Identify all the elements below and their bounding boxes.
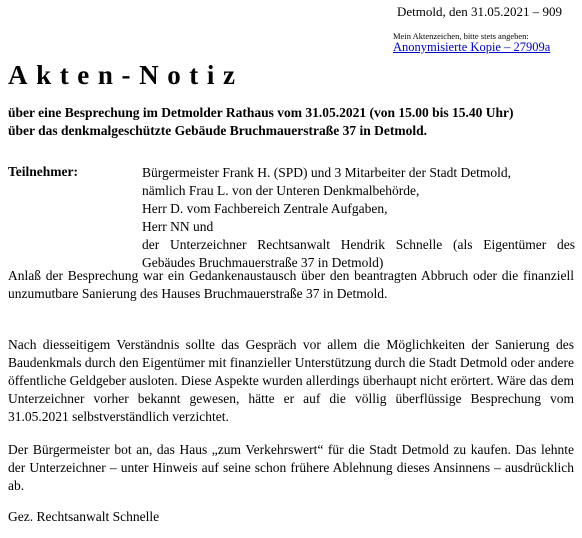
subject-line: über das denkmalgeschützte Gebäude Bruchmauerstraße 37 in Detmold. <box>8 123 428 138</box>
participants-list <box>142 164 575 272</box>
paragraph-occasion: Anlaß der Besprechung war ein Gedankenaustausch über den beantragten Abbruch oder die finanziell unzumutbare Sanierung des Hauses Bruchmauerstraße 37 in Detmold. <box>8 268 574 301</box>
reference-label: Mein Aktenzeichen, bitte stets angeben: <box>393 31 529 41</box>
participant-entry: nämlich Frau L. von der Unteren Denkmalbehörde, <box>142 183 420 198</box>
participant-entry: Bürgermeister Frank H. (SPD) und 3 Mitarbeiter der Stadt Detmold, <box>142 165 512 180</box>
document-title: Akten-Notiz <box>8 60 244 90</box>
participants-label: Teilnehmer: <box>8 164 78 179</box>
participant-entry: der Unterzeichner Rechtsanwalt Hendrik Schnelle (als Eigentümer des Gebäudes Bruchmauerstraße 37 in Detmold) <box>142 237 575 270</box>
subject-line: über eine Besprechung im Detmolder Rathaus vom 31.05.2021 (von 15.00 bis 15.40 Uhr) <box>8 105 514 120</box>
paragraph-understanding: Nach diesseitigem Verständnis sollte das Gespräch vor allem die Möglichkeiten der Sanierung des Baudenkmals durch den Eigentümer mit finanzieller Unterstützung durch die Stadt Detmold oder andere öffentliche Geldgeber ausloten. Diese Aspekte wurden allerdings überhaupt nicht erörtert. Wäre das dem Unterzeichner vorher bekannt gewesen, hätte er auf die völlig überflüssige Besprechung vom 31.05.2021 selbstverständlich verzichtet. <box>8 337 574 424</box>
subject <box>8 104 574 140</box>
signature: Gez. Rechtsanwalt Schnelle <box>8 509 160 524</box>
reference-link[interactable]: Anonymisierte Kopie – 27909a <box>393 40 551 54</box>
participant-entry: Herr NN und <box>142 219 214 234</box>
paragraph-offer: Der Bürgermeister bot an, das Haus „zum Verkehrswert“ für die Stadt Detmold zu kaufen. Das lehnte der Unterzeichner – unter Hinweis auf seine schon frühere Ablehnung dieses Ansinnens – ausdrücklich ab. <box>8 442 574 493</box>
place-and-date: Detmold, den 31.05.2021 – 909 <box>397 4 563 19</box>
participant-entry: Herr D. vom Fachbereich Zentrale Aufgaben, <box>142 201 388 216</box>
